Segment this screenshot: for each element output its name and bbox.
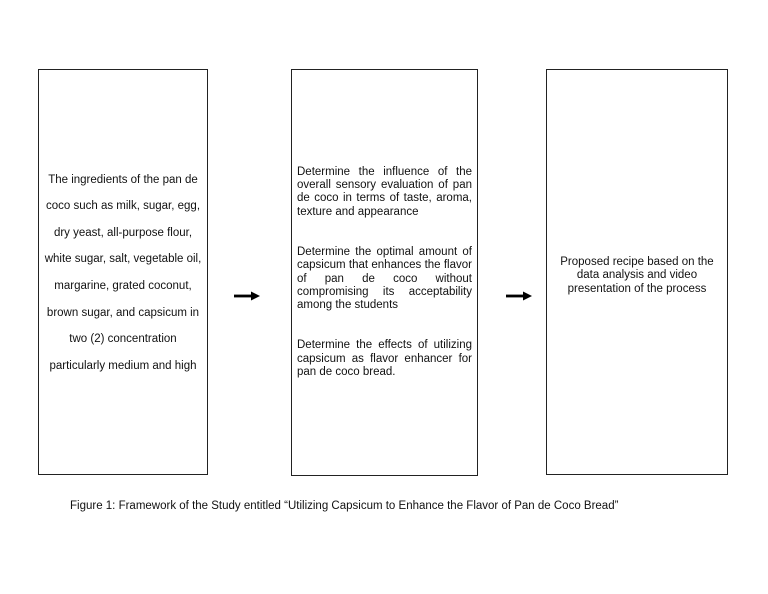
process-item: Determine the optimal amount of capsicum that enhances the flavor of pan de coco without compromising its acceptability among the students <box>297 245 472 312</box>
figure-caption: Figure 1: Framework of the Study entitled “Utilizing Capsicum to Enhance the Flavor of Pan de Coco Bread” <box>70 500 619 512</box>
process-item: Determine the effects of utilizing capsicum as flavor enhancer for pan de coco bread. <box>297 339 472 379</box>
right-arrow-icon <box>506 291 532 301</box>
right-arrow-icon <box>234 291 260 301</box>
process-item: Determine the influence of the overall sensory evaluation of pan de coco in terms of taste, aroma, texture and appearance <box>297 165 472 218</box>
input-box <box>38 69 208 475</box>
input-box-text: The ingredients of the pan de coco such as milk, sugar, egg, dry yeast, all-purpose flour, white sugar, salt, vegetable oil, margarine, grated coconut, brown sugar, and capsicum in two (2) concentration particularly medium and high <box>44 173 202 372</box>
process-box <box>291 69 478 476</box>
output-box <box>546 69 728 475</box>
output-box-text: Proposed recipe based on the data analysis and video presentation of the process <box>560 255 714 295</box>
